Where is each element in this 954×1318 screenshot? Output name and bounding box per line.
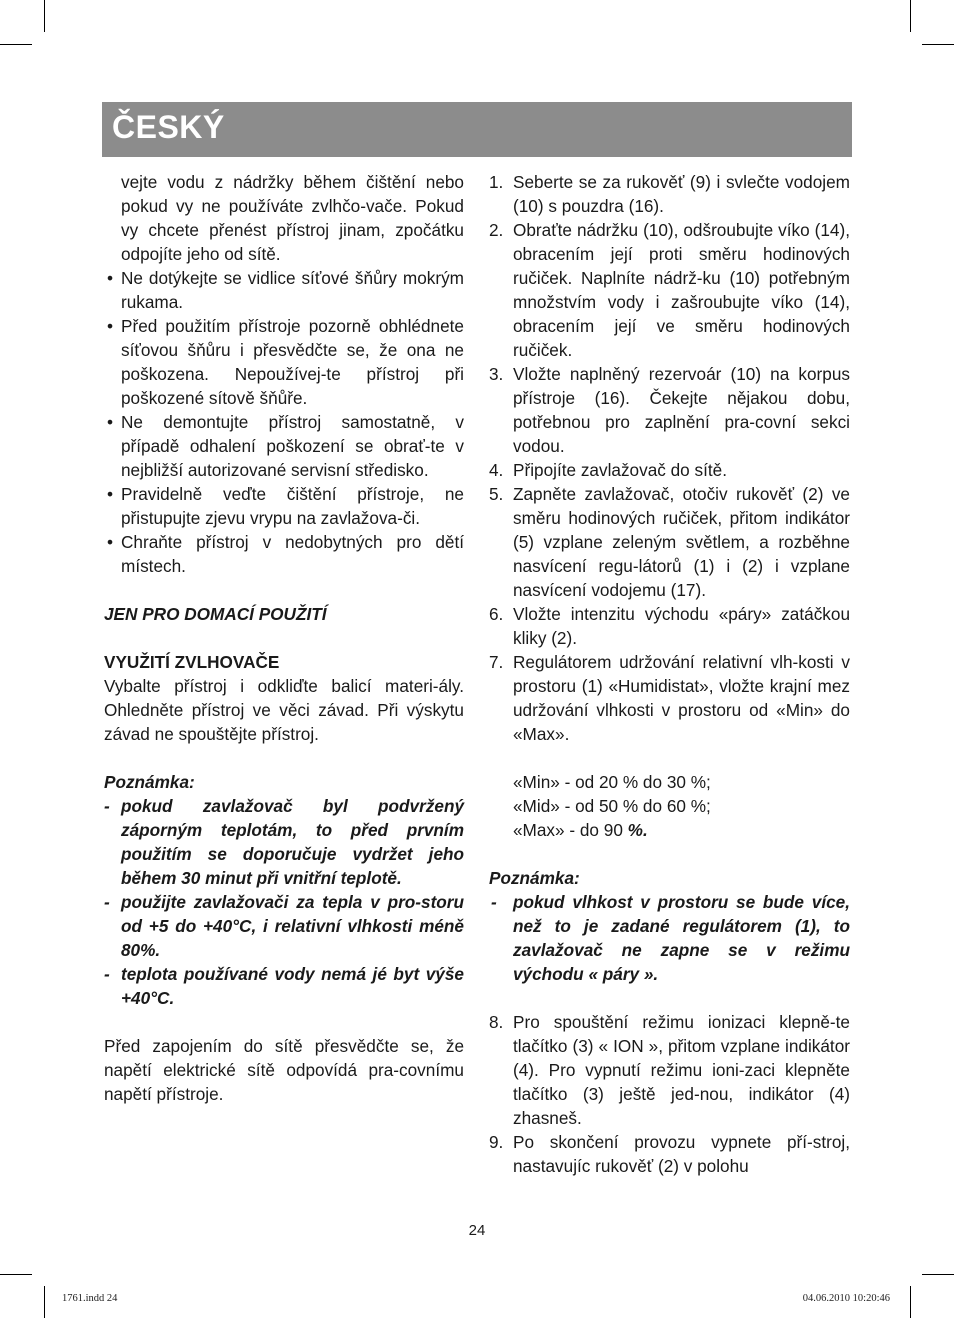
continued-paragraph: vejte vodu z nádržky během čištění nebo pokud vy ne používáte zvlhčo-vače. Pokud vy chcete přenést přístroj jinam, zpočátku odpojíte jeho od sítě. xyxy=(121,172,464,264)
right-column xyxy=(489,170,850,1178)
step-text: Vložte naplněný rezervoár (10) na korpus přístroje (16). Čekejte nějakou dobu, potřebnou pro zaplnění pra-covní sekci vodou. xyxy=(513,364,850,456)
step-number: 4. xyxy=(489,460,504,480)
dash-icon: - xyxy=(104,796,110,816)
bullet-icon: • xyxy=(107,412,114,432)
dash-icon: - xyxy=(104,964,110,984)
footer-file: 1761.indd 24 xyxy=(62,1293,118,1304)
step-number: 6. xyxy=(489,604,504,624)
step-text: Pro spouštění režimu ionizaci klepně-te tlačítko (3) « ION », přitom vzplane indikátor (4). Pro vypnutí režimu ioni-zaci klepněte tlačítko (3) ještě jed-nou, indikátor (4) zhasneš. xyxy=(513,1012,850,1128)
bullet-item xyxy=(104,482,464,530)
home-use-heading: JEN PRO DOMACÍ POUŽITÍ xyxy=(104,604,327,624)
bullet-text: Před použitím přístroje pozorně obhlédnete síťovou šňůru i přesvědčte se, že ona ne poškozena. Nepoužívej-te přístroj při poškozené sítově šňůře. xyxy=(121,316,464,408)
step-text: Obraťte nádržku (10), odšroubujte víko (14), obracením její proti směru hodinových ručiček. Naplníte nádrž-ku (10) potřebným množstvím vody i zašroubujte víko (14), obracením její ve směru hodinových ručiček. xyxy=(513,220,850,360)
note-heading: Poznámka: xyxy=(104,772,195,792)
step-number: 3. xyxy=(489,364,504,384)
step-item xyxy=(489,362,850,458)
bullet-item xyxy=(104,314,464,410)
step-item xyxy=(489,170,850,218)
range-line: «Mid» - od 50 % do 60 %; xyxy=(513,796,711,816)
step-item xyxy=(489,1130,850,1178)
page-number: 24 xyxy=(468,1222,486,1239)
crop-mark xyxy=(44,0,45,32)
note-item xyxy=(104,962,464,1010)
step-text: Vložte intenzitu východu «páry» zatáčkou kliky (2). xyxy=(513,604,850,648)
note-heading: Poznámka: xyxy=(489,868,580,888)
language-header xyxy=(102,102,852,157)
step-text: Regulátorem udržování relativní vlh-kosti v prostoru (1) «Humidistat», vložte krajní mez udržování vlhkosti v prostoru od «Min» do «Max». xyxy=(513,652,850,744)
step-text: Připojíte zavlažovač do sítě. xyxy=(513,460,727,480)
step-item xyxy=(489,482,850,602)
note-text: teplota používané vody nemá jé byt výše +40°C. xyxy=(121,964,464,1008)
bullet-item xyxy=(104,266,464,314)
step-item xyxy=(489,218,850,362)
footer-datetime: 04.06.2010 10:20:46 xyxy=(802,1293,890,1304)
left-column xyxy=(104,170,464,1106)
range-max-text: «Max» - do 90 xyxy=(513,820,623,840)
step-item xyxy=(489,602,850,650)
crop-mark xyxy=(910,0,911,32)
note-text: pokud zavlažovač byl podvržený záporným teplotám, to před prvním použitím se doporučuje vydržet jeho během 30 minut při vnitřní teplotě. xyxy=(121,796,464,888)
step-item xyxy=(489,650,850,746)
bullet-text: Chraňte přístroj v nedobytných pro dětí místech. xyxy=(121,532,464,576)
crop-mark xyxy=(0,1274,32,1275)
bullet-text: Ne demontujte přístroj samostatně, v případě odhalení poškození se obrať-te v nejbližší autorizované servisní středisko. xyxy=(121,412,464,480)
bullet-icon: • xyxy=(107,484,114,504)
range-max-unit: %. xyxy=(627,820,648,840)
step-number: 8. xyxy=(489,1012,504,1032)
crop-mark xyxy=(910,1286,911,1318)
crop-mark xyxy=(44,1286,45,1318)
range-line: «Min» - od 20 % do 30 %; xyxy=(513,772,711,792)
closing-paragraph: Před zapojením do sítě přesvědčte se, že napětí elektrické sítě odpovídá pra-covnímu napětí přístroje. xyxy=(104,1036,464,1104)
note-item xyxy=(104,794,464,890)
note-item xyxy=(104,890,464,962)
dash-icon: - xyxy=(104,892,110,912)
step-text: Po skončení provozu vypnete pří-stroj, nastavujíc rukověť (2) v polohu xyxy=(513,1132,850,1176)
bullet-text: Pravidelně veďte čištění přístroje, ne přistupujte zjevu vrypu na zavlažova-či. xyxy=(121,484,464,528)
usage-paragraph: Vybalte přístroj i odkliďte balicí materi-ály. Ohledněte přístroj ve věci závad. Při výskytu závad ne spouštějte přístroj. xyxy=(104,676,464,744)
bullet-icon: • xyxy=(107,268,114,288)
range-line xyxy=(489,818,850,842)
dash-icon: - xyxy=(491,892,497,912)
step-number: 5. xyxy=(489,484,504,504)
bullet-icon: • xyxy=(107,316,114,336)
bullet-item xyxy=(104,530,464,578)
note-text: použijte zavlažovači za tepla v pro-storu od +5 do +40°C, i relativní vlhkosti méně 80%. xyxy=(121,892,464,960)
step-number: 9. xyxy=(489,1132,504,1152)
bullet-icon: • xyxy=(107,532,114,552)
usage-heading: VYUŽITÍ ZVLHOVAČE xyxy=(104,652,280,672)
step-item xyxy=(489,458,850,482)
bullet-item xyxy=(104,410,464,482)
step-number: 7. xyxy=(489,652,504,672)
step-item xyxy=(489,1010,850,1130)
step-number: 2. xyxy=(489,220,504,240)
header-title: ČESKÝ xyxy=(112,109,225,145)
crop-mark xyxy=(0,44,32,45)
crop-mark xyxy=(922,44,954,45)
crop-mark xyxy=(922,1274,954,1275)
step-text: Zapněte zavlažovač, otočiv rukověť (2) ve směru hodinových ručiček, přitom indikátor (5) vzplane zeleným světlem, a rozběhne nasvícení regu-látorů (1) i (2) i vzplane nasvícení vodojemu (17). xyxy=(513,484,850,600)
note-text: pokud vlhkost v prostoru se bude více, než to je zadané regulátorem (1), to zavlažovač ne zapne se v režimu východu « páry ». xyxy=(513,892,850,984)
step-text: Seberte se za rukověť (9) i svlečte vodojem (10) s pouzdra (16). xyxy=(513,172,850,216)
note-item xyxy=(489,890,850,986)
step-number: 1. xyxy=(489,172,504,192)
bullet-text: Ne dotýkejte se vidlice síťové šňůry mokrým rukama. xyxy=(121,268,464,312)
